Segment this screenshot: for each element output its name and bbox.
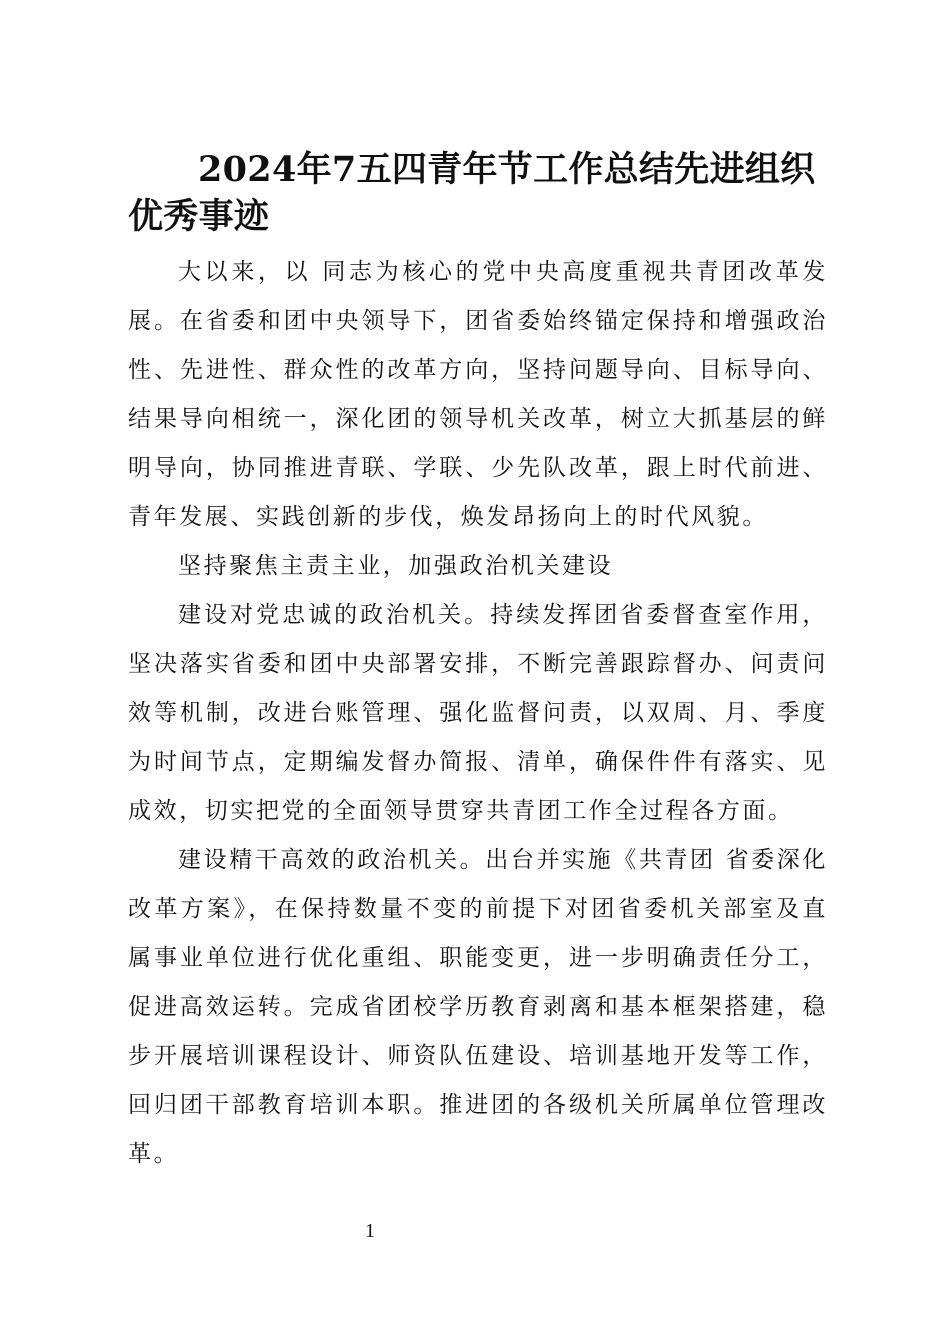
paragraph-intro: 大以来，以 同志为核心的党中央高度重视共青团改革发展。在省委和团中央领导下，团省委始终锚定保持和增强政治性、先进性、群众性的改革方向，坚持问题导向、目标导向、结果导向相统一，深化团的领导机关改革，树立大抓基层的鲜明导向，协同推进青联、学联、少先队改革，跟上时代前进、青年发展、实践创新的步伐，焕发昂扬向上的时代风貌。 <box>128 259 828 530</box>
section-heading: 坚持聚焦主责主业，加强政治机关建设 <box>178 553 614 579</box>
page-number: 1 <box>365 1220 375 1242</box>
document-title: 2024年7五四青年节工作总结先进组织优秀事迹 <box>128 149 816 237</box>
paragraph-efficient-organ: 建设精干高效的政治机关。出台并实施《共青团 省委深化改革方案》，在保持数量不变的前提下对团省委机关部室及直属事业单位进行优化重组、职能变更，进一步明确责任分工，促进高效运转。完成省团校学历教育剥离和基本框架搭建，稳步开展培训课程设计、师资队伍建设、培训基地开发等工作，回归团干部教育培训本职。推进团的各级机关所属单位管理改革。 <box>128 847 828 1167</box>
document-body <box>128 248 828 1179</box>
paragraph-loyal-organ: 建设对党忠诚的政治机关。持续发挥团省委督查室作用，坚决落实省委和团中央部署安排，不断完善跟踪督办、问责问效等机制，改进台账管理、强化监督问责，以双周、月、季度为时间节点，定期编发督办简报、清单，确保件件有落实、见成效，切实把党的全面领导贯穿共青团工作全过程各方面。 <box>128 602 828 824</box>
